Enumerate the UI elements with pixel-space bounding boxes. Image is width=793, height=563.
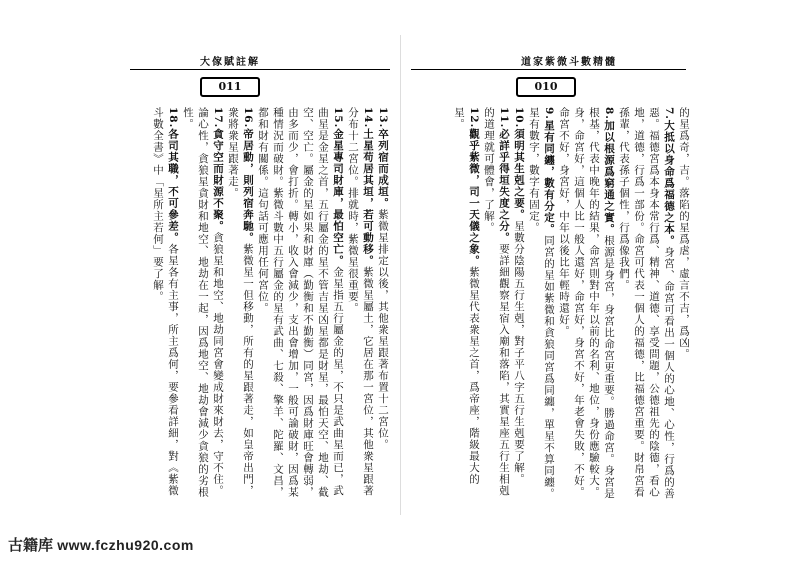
left-running-header: 大傢賦註解: [200, 57, 260, 68]
right-body-text: [411, 107, 691, 507]
paragraph: [150, 107, 180, 507]
paragraph-heading: 17.貪守空而財源不聚。: [212, 107, 224, 232]
paragraph-text: 身宮、命宮可看出一個人的心地、心性，行爲的善惡。福德宮爲本身本常行爲、精神、道德、享受問題，公德祖先的陰德，看心地，道德，行爲一部份。命宮可代表一個人的福德，比福德宮重要。財帛宮看孫輩，代表孫子個性，行爲像我們。: [618, 107, 675, 500]
paragraph-heading: 11.必詳乎得垣失度之分。: [498, 107, 510, 244]
right-page-number: 010: [516, 77, 576, 97]
right-page: [400, 35, 701, 515]
paragraph: [556, 107, 616, 507]
site-watermark: [8, 534, 194, 555]
paragraph: [451, 107, 481, 507]
right-header-rule: [411, 69, 686, 70]
paragraph-heading: 9.星有同纏，數有分定。: [543, 107, 555, 235]
left-header-rule: [130, 69, 390, 70]
paragraph-text: 同宮的星如紫微和貪狼同宮爲同纏，單星不算同纏。星有數字，數字有固定。: [528, 107, 555, 500]
paragraph-heading: 16.帝居動，則列宿奔馳。: [242, 107, 254, 244]
left-page: [105, 35, 400, 515]
paragraph-heading: 14.土星苟居其垣，若可動移。: [362, 107, 374, 267]
paragraph-text: 的星爲奇，吉。落陷的星爲虐，虛言不吉，爲凶。: [678, 107, 690, 360]
paragraph: [481, 107, 511, 507]
paragraph-text: 根源是身宮，身宮比命宮更重要。勝過命宮。身宮是根基，代表中晚年的結果，命宮則對中年以前的名利、地位，身份應驗較大。身，命宮好，這個人比一般人還好，命宮好，身宮不好，年老會失敗，不好。命宮不好，身宮好，中年以後比年輕時還好。: [558, 107, 615, 500]
paragraph-text: 金星指五行屬金的星，不只是武曲星而已，武曲星是金星之首，五行屬金的星不管吉星凶星都是財星，最怕天空、地劫、截空、空亡。屬金的星如果和財庫（勤衡和不勤衡）同宮，因爲財庫旺會轉弱，由多而少，會打折。轉小，收入會減少，支出會增加，一般可論破財，因爲某種情況而破財。紫微斗數中五行屬金的星有武曲、七殺、擎羊、陀羅、文昌，都和財有關係。這句話可應用任何宮位。: [257, 107, 344, 498]
paragraph: [526, 107, 556, 507]
paragraph: [255, 107, 345, 507]
paragraph-heading: 7.大抵以身命爲福德之本。: [663, 107, 675, 247]
paragraph: [225, 107, 255, 507]
paragraph: [180, 107, 225, 507]
paragraph-heading: 8.加以根源爲窮通之實。: [603, 107, 615, 235]
paragraph-heading: 13.卒列宿而成垣。: [377, 107, 389, 209]
paragraph: [375, 107, 390, 507]
paragraph: [616, 107, 676, 507]
paragraph: [676, 107, 691, 507]
paragraph-heading: 15.金星專司財庫，最怕空亡。: [332, 107, 344, 267]
paragraph-text: 要詳細觀察星宿入廟和落陷，其實星座五行生相剋的道理就可體會，了解。: [483, 107, 510, 497]
paragraph-heading: 18.各司其職，不可參差。: [167, 107, 179, 244]
paragraph-text: 貪狼星和地空、地劫同宮會變成財來財去，守不住。論心性，貪狼星貪財和地空、地劫在一起，因爲地空、地劫會減少貪狼的劣根性。: [182, 107, 224, 498]
left-body-text: [107, 107, 390, 507]
watermark-site-name: 古籍库: [8, 537, 54, 554]
paragraph-text: 紫微星屬土，它居在那一宮位，其他衆星跟著分布十二宮位。排就時，紫微星很重要。: [347, 107, 374, 497]
right-running-header: 道家紫微斗數精髓: [521, 57, 617, 68]
paragraph-text: 各星各有主事，所主爲何，要參看詳細，對《紫微斗數全書》中「星所主若何」要了解。: [152, 107, 179, 497]
paragraph-heading: 10.須明其生剋之要。: [513, 107, 525, 221]
paragraph-heading: 12.觀乎紫微，司一天儀之象。: [468, 107, 480, 267]
watermark-url[interactable]: www.fczhu920.com: [57, 537, 194, 553]
paragraph-text: 紫微星排定以後，其他衆星跟著布置十二宮位。: [377, 208, 389, 451]
paragraph-text: 星數分陰陽五行生剋，對子平八字五行生剋要了解。: [513, 220, 525, 485]
paragraph: [345, 107, 375, 507]
paragraph-text: 紫微星代表衆星之首，爲帝座，階級最大的星。: [453, 107, 480, 485]
paragraph: [511, 107, 526, 507]
paragraph-text: 紫微星一但移動，所有的星跟著走，如皇帝出門，衆將衆星跟著走。: [227, 107, 254, 497]
left-page-number: 011: [200, 77, 260, 97]
